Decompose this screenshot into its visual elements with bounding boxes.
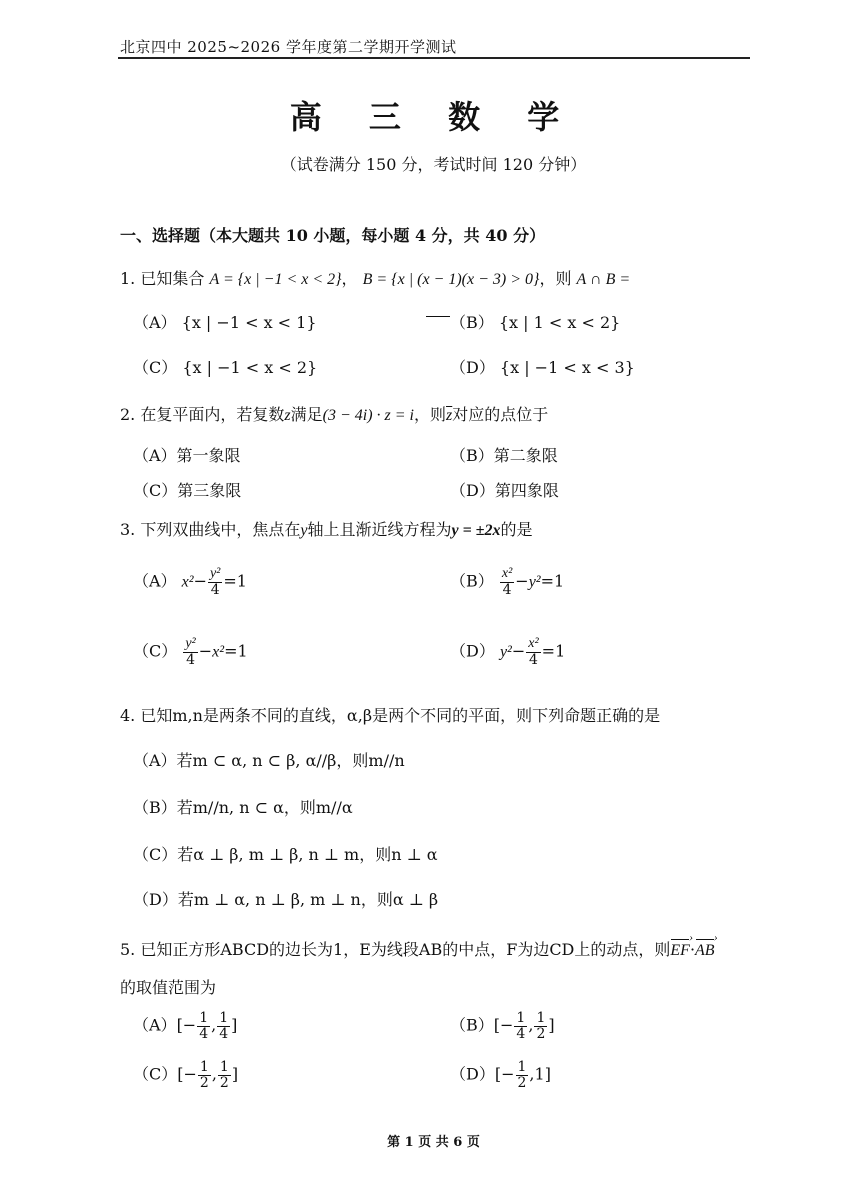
q2-text-b: 满足 — [290, 405, 323, 424]
q1-option-b: （B） {x | 1 < x < 2} — [450, 313, 621, 332]
question-4 — [120, 703, 660, 726]
q5-b-lb: [− — [493, 1015, 514, 1035]
q1-text-c: ，则 — [539, 269, 572, 288]
q5-b-frac1 — [514, 1011, 527, 1041]
q1-set-a: A = {x | −1 < x < 2} — [209, 271, 342, 288]
q5-b-n1: 1 — [516, 1010, 526, 1026]
q5-a-frac1 — [197, 1011, 210, 1041]
q4-option-c: （C）若α ⊥ β, m ⊥ β, n ⊥ m，则n ⊥ α — [133, 845, 438, 864]
exam-header: 北京四中 2025~2026 学年度第二学期开学测试 — [120, 38, 457, 56]
question-5 — [120, 937, 715, 960]
q2-z: z — [284, 407, 291, 424]
q3-b-minus: − — [515, 571, 529, 591]
question-1 — [120, 266, 630, 289]
q3-text-c: 的是 — [500, 520, 533, 539]
q5-c-n1: 1 — [199, 1059, 209, 1075]
q5-option-a — [133, 1011, 237, 1041]
q3-a-minus: − — [193, 571, 207, 591]
q1-number: 1. — [120, 269, 136, 288]
q3-b-num: x² — [501, 566, 513, 581]
q2-text-a: 在复平面内，若复数 — [140, 405, 285, 424]
q3-d-y2: y² — [499, 643, 512, 661]
q3-option-c — [133, 637, 248, 667]
q2-option-d: （D）第四象限 — [450, 481, 559, 500]
q5-vector-ef: EF › — [670, 942, 690, 960]
q3-b-y2: y² — [528, 573, 541, 591]
question-2 — [120, 402, 548, 425]
q3-a-eq: =1 — [223, 571, 247, 591]
q5-d-lb: [− — [494, 1064, 515, 1084]
exam-subtitle: （试卷满分 150 分，考试时间 120 分钟） — [280, 155, 587, 174]
q3-a-num: y² — [209, 566, 221, 581]
q2-option-a: （A）第一象限 — [133, 446, 241, 465]
q1-option-a: （A） {x | −1 < x < 1} — [133, 313, 317, 332]
q5-option-d — [450, 1060, 551, 1090]
q5-a-n2: 1 — [219, 1010, 229, 1026]
page-title: 高 三 数 学 — [289, 98, 578, 136]
q4-text: 已知m,n是两条不同的直线，α,β是两个不同的平面，则下列命题正确的是 — [140, 706, 661, 725]
q3-c-minus: − — [198, 641, 213, 661]
q5-d-end: 1] — [534, 1064, 551, 1084]
q5-option-c — [133, 1060, 238, 1090]
section-heading: 一、选择题（本大题共 10 小题，每小题 4 分，共 40 分） — [120, 226, 546, 245]
question-3 — [120, 517, 533, 540]
q3-a-fraction — [208, 567, 222, 597]
q5-b-frac2 — [534, 1011, 547, 1041]
q1-text-b: ， — [341, 269, 358, 288]
q5-b-d1: 4 — [516, 1025, 526, 1042]
q3-d-minus: − — [511, 641, 526, 661]
q2-text-d: 对应的点位于 — [452, 405, 549, 424]
q5-a-frac2 — [217, 1011, 230, 1041]
q3-option-a — [133, 567, 247, 597]
q3-asymptote: y = ±2x — [451, 522, 501, 539]
header-rule — [118, 57, 750, 59]
q3-d-fraction — [526, 637, 540, 667]
q5-vector-ab: AB › — [695, 942, 715, 960]
q3-option-b — [450, 567, 564, 597]
q5-c-frac1 — [198, 1060, 211, 1090]
q1-option-d: （D） {x | −1 < x < 3} — [450, 358, 635, 377]
q3-text-a: 下列双曲线中，焦点在 — [140, 520, 301, 539]
q5-b-d2: 2 — [536, 1025, 546, 1042]
q1-pen-mark — [426, 316, 450, 317]
q3-a-den: 4 — [210, 581, 220, 598]
q5-text-cont: 的取值范围为 — [120, 978, 217, 997]
q5-b-rb: ] — [548, 1015, 555, 1035]
q5-a-n1: 1 — [199, 1010, 209, 1026]
q5-d-frac1 — [516, 1060, 529, 1090]
q5-option-b — [450, 1011, 555, 1041]
q5-a-rb: ] — [231, 1015, 238, 1035]
q3-d-den: 4 — [529, 651, 538, 668]
q5-c-rb: ] — [231, 1064, 239, 1084]
q3-c-label: （C） — [133, 641, 178, 661]
q5-d-d1: 2 — [517, 1074, 527, 1091]
q1-option-c: （C） {x | −1 < x < 2} — [133, 358, 318, 377]
q5-a-lb: [− — [176, 1015, 197, 1035]
q5-b-comma: , — [528, 1015, 534, 1035]
q5-d-n1: 1 — [517, 1059, 527, 1075]
q3-a-label: （A） — [133, 571, 177, 591]
q3-b-den: 4 — [502, 581, 512, 598]
q5-a-label: （A） — [133, 1015, 177, 1035]
q2-option-c: （C）第三象限 — [133, 481, 242, 500]
q2-equation: (3 − 4i) · z = i — [322, 407, 414, 424]
q3-c-eq: =1 — [224, 641, 248, 661]
q3-b-fraction — [500, 567, 514, 597]
q2-text-c: ，则 — [414, 405, 447, 424]
q5-c-label: （C） — [133, 1064, 178, 1084]
q3-d-eq: =1 — [541, 641, 566, 661]
q1-text-a: 已知集合 — [140, 269, 205, 288]
q5-text-a: 已知正方形ABCD的边长为1，E为线段AB的中点，F为边CD上的动点，则 — [140, 940, 671, 959]
q3-b-label: （B） — [450, 571, 494, 591]
q5-number: 5. — [120, 940, 136, 959]
q5-a-comma: , — [211, 1015, 217, 1035]
q1-set-b: B = {x | (x − 1)(x − 3) > 0} — [362, 271, 540, 288]
q5-dot: · — [689, 940, 696, 959]
q3-d-label: （D） — [450, 641, 495, 661]
q5-a-d2: 4 — [219, 1025, 229, 1042]
q2-z-conjugate: $\overline{z}$ — [446, 407, 453, 424]
q5-c-frac2 — [218, 1060, 231, 1090]
q5-b-label: （B） — [450, 1015, 494, 1035]
q3-option-d — [450, 637, 565, 667]
q3-c-x2: x² — [212, 643, 225, 661]
q3-d-num: x² — [528, 636, 539, 651]
q3-a-x2: x² — [181, 573, 194, 591]
q5-b-n2: 1 — [536, 1010, 546, 1026]
q2-option-b: （B）第二象限 — [450, 446, 558, 465]
page-footer: 第 1 页 共 6 页 — [387, 1135, 480, 1150]
q3-c-fraction — [183, 637, 197, 667]
q4-option-d: （D）若m ⊥ α, n ⊥ β, m ⊥ n，则α ⊥ β — [133, 890, 439, 909]
q5-c-d1: 2 — [199, 1074, 209, 1091]
q1-ask: A ∩ B = — [576, 271, 631, 288]
q4-option-b: （B）若m//n, n ⊂ α，则m//α — [133, 798, 353, 817]
q5-c-comma: , — [211, 1064, 217, 1084]
q2-number: 2. — [120, 405, 136, 424]
q3-b-eq: =1 — [540, 571, 565, 591]
q4-number: 4. — [120, 706, 136, 725]
q5-a-d1: 4 — [199, 1025, 209, 1042]
q3-text-b: 轴上且渐近线方程为 — [307, 520, 452, 539]
q4-option-a: （A）若m ⊂ α, n ⊂ β, α//β，则m//n — [133, 751, 405, 770]
q3-c-num: y² — [185, 636, 196, 651]
q5-c-d2: 2 — [219, 1074, 229, 1091]
q5-d-label: （D） — [450, 1064, 495, 1084]
q3-y: y — [300, 522, 308, 539]
q5-c-n2: 1 — [219, 1059, 229, 1075]
q3-c-den: 4 — [186, 651, 196, 668]
q3-number: 3. — [120, 520, 136, 539]
q5-d-comma: , — [529, 1064, 535, 1084]
q5-c-lb: [− — [177, 1064, 197, 1084]
